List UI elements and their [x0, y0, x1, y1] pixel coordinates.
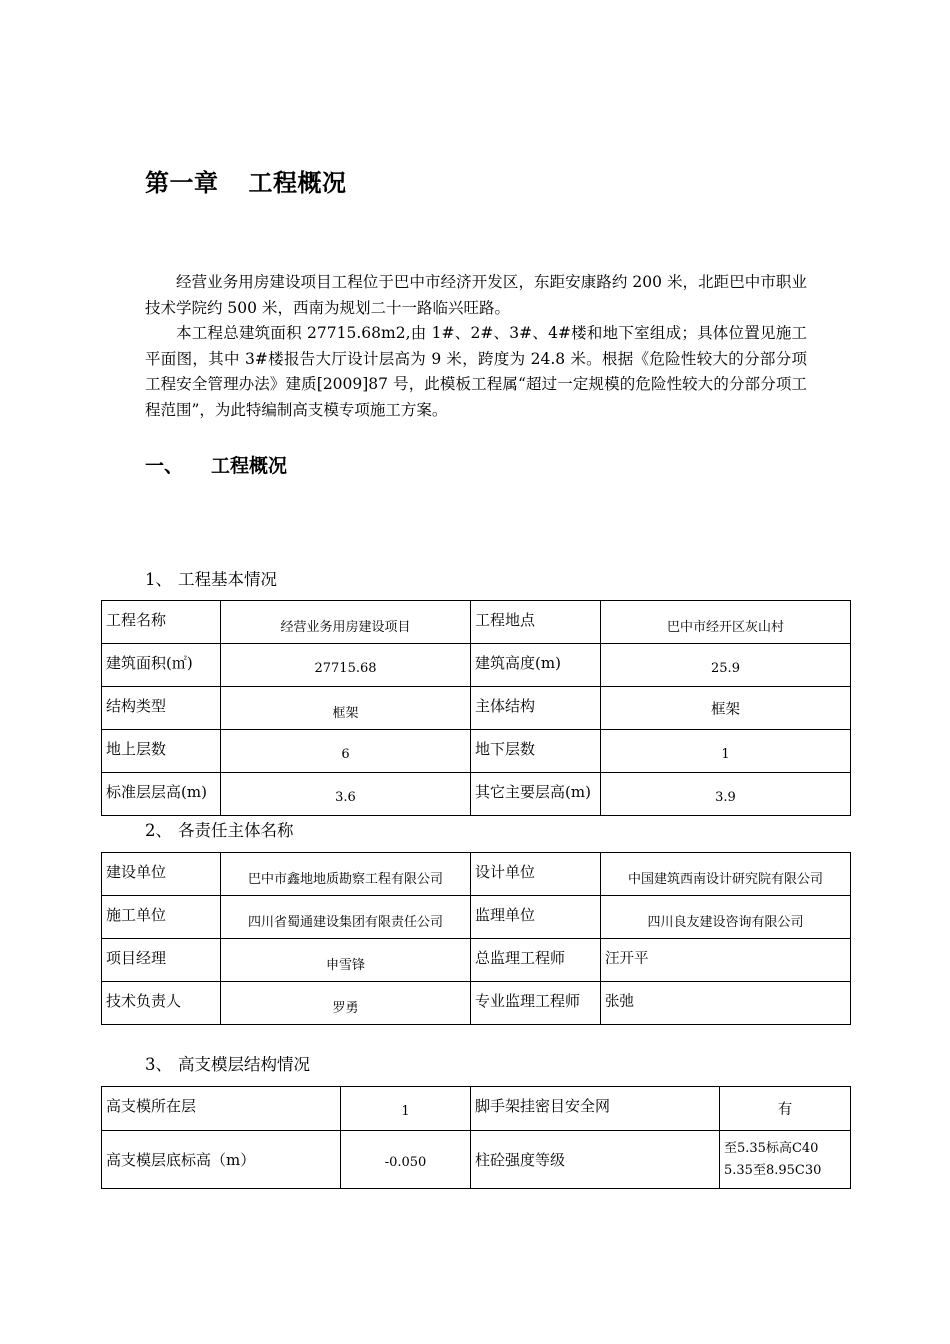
table-cell-value: 四川省蜀通建设集团有限责任公司: [221, 896, 471, 939]
table-row: [102, 773, 851, 816]
subsection-number: 2、: [145, 821, 172, 840]
subsection-number: 1、: [145, 570, 172, 589]
subsection-number: 3、: [145, 1055, 172, 1074]
section-number: 一、: [145, 455, 184, 477]
table-cell-label: 其它主要层高(m): [471, 773, 601, 816]
table-cell-value: -0.050: [341, 1131, 471, 1189]
table-cell-value: 3.9: [601, 773, 851, 816]
table-cell-value: 框架: [221, 687, 471, 730]
table-row: [102, 601, 851, 644]
table-cell-value: 四川良友建设咨询有限公司: [601, 896, 851, 939]
concrete-grade-line-2: 5.35至8.95C30: [724, 1162, 822, 1178]
table-cell-label: 工程地点: [471, 601, 601, 644]
table-row: [102, 939, 851, 982]
chapter-number: 第一章: [145, 169, 219, 197]
table-cell-label: 地上层数: [102, 730, 221, 773]
table-cell-label: 高支模所在层: [102, 1087, 341, 1131]
table-cell-label: 柱砼强度等级: [471, 1131, 720, 1189]
table-cell-label: 结构类型: [102, 687, 221, 730]
table-cell-value: 6: [221, 730, 471, 773]
section-title: 工程概况: [211, 455, 288, 477]
intro-text: [145, 270, 807, 423]
subsection-title: 工程基本情况: [178, 570, 277, 589]
table-cell-label: 设计单位: [471, 853, 601, 896]
table-cell-value: 张弛: [601, 982, 851, 1025]
table-cell-label: 主体结构: [471, 687, 601, 730]
table-cell-value: 25.9: [601, 644, 851, 687]
section-heading: [145, 451, 287, 478]
table-row: [102, 896, 851, 939]
table-cell-value: 巴中市经开区灰山村: [601, 601, 851, 644]
concrete-grade-line-1: 至5.35标高C40: [724, 1140, 819, 1156]
table-cell-value: 1: [341, 1087, 471, 1131]
subsection-heading-1: [145, 566, 277, 590]
table-cell-value: 汪开平: [601, 939, 851, 982]
table-cell-value: [720, 1131, 851, 1189]
table-cell-value: 经营业务用房建设项目: [221, 601, 471, 644]
table-cell-label: 高支模层底标高（m）: [102, 1131, 341, 1189]
table-cell-label: 施工单位: [102, 896, 221, 939]
table-cell-label: 建筑高度(m): [471, 644, 601, 687]
table-cell-value: 3.6: [221, 773, 471, 816]
table-cell-label: 地下层数: [471, 730, 601, 773]
table-cell-value: 中国建筑西南设计研究院有限公司: [601, 853, 851, 896]
table-cell-label: 建设单位: [102, 853, 221, 896]
chapter-heading: [145, 163, 347, 198]
subsection-title: 高支模层结构情况: [178, 1055, 310, 1074]
table-cell-value: 巴中市鑫地地质勘察工程有限公司: [221, 853, 471, 896]
intro-paragraph-1: 经营业务用房建设项目工程位于巴中市经济开发区，东距安康路约 200 米，北距巴中市职业技术学院约 500 米，西南为规划二十一路临兴旺路。: [145, 273, 807, 317]
intro-paragraph-2: 本工程总建筑面积 27715.68m2,由 1#、2#、3#、4#楼和地下室组成；具体位置见施工平面图，其中 3#楼报告大厅设计层高为 9 米，跨度为 24.8 米。根据《危险性较大的分部分项工程安全管理办法》建质[2009]87 号，此模板工程属“超过一定规模的危险性较大的分部分项工程范围”，为此特编制高支模专项施工方案。: [145, 324, 807, 419]
table-row: [102, 730, 851, 773]
table-row: [102, 644, 851, 687]
basic-info-table: [101, 600, 851, 816]
table-cell-label: 项目经理: [102, 939, 221, 982]
table-cell-label: 标准层层高(m): [102, 773, 221, 816]
table-cell-value: 1: [601, 730, 851, 773]
responsible-parties-table: [101, 852, 851, 1025]
table-cell-value: 框架: [601, 687, 851, 730]
table-row: [102, 853, 851, 896]
subsection-heading-3: [145, 1051, 310, 1075]
table-cell-label: 监理单位: [471, 896, 601, 939]
table-cell-label: 总监理工程师: [471, 939, 601, 982]
table-cell-label: 技术负责人: [102, 982, 221, 1025]
table-row: [102, 1087, 851, 1131]
table-row: [102, 687, 851, 730]
formwork-structure-table: [101, 1086, 851, 1189]
table-cell-value: 有: [720, 1087, 851, 1131]
table-cell-value: 罗勇: [221, 982, 471, 1025]
table-row: [102, 982, 851, 1025]
subsection-heading-2: [145, 817, 294, 841]
table-cell-value: 27715.68: [221, 644, 471, 687]
subsection-title: 各责任主体名称: [178, 821, 294, 840]
table-cell-label: 工程名称: [102, 601, 221, 644]
table-cell-label: 专业监理工程师: [471, 982, 601, 1025]
table-cell-value: 申雪锋: [221, 939, 471, 982]
chapter-title: 工程概况: [248, 169, 347, 197]
table-cell-label: 建筑面积(㎡): [102, 644, 221, 687]
table-cell-label: 脚手架挂密目安全网: [471, 1087, 720, 1131]
table-row: [102, 1131, 851, 1189]
